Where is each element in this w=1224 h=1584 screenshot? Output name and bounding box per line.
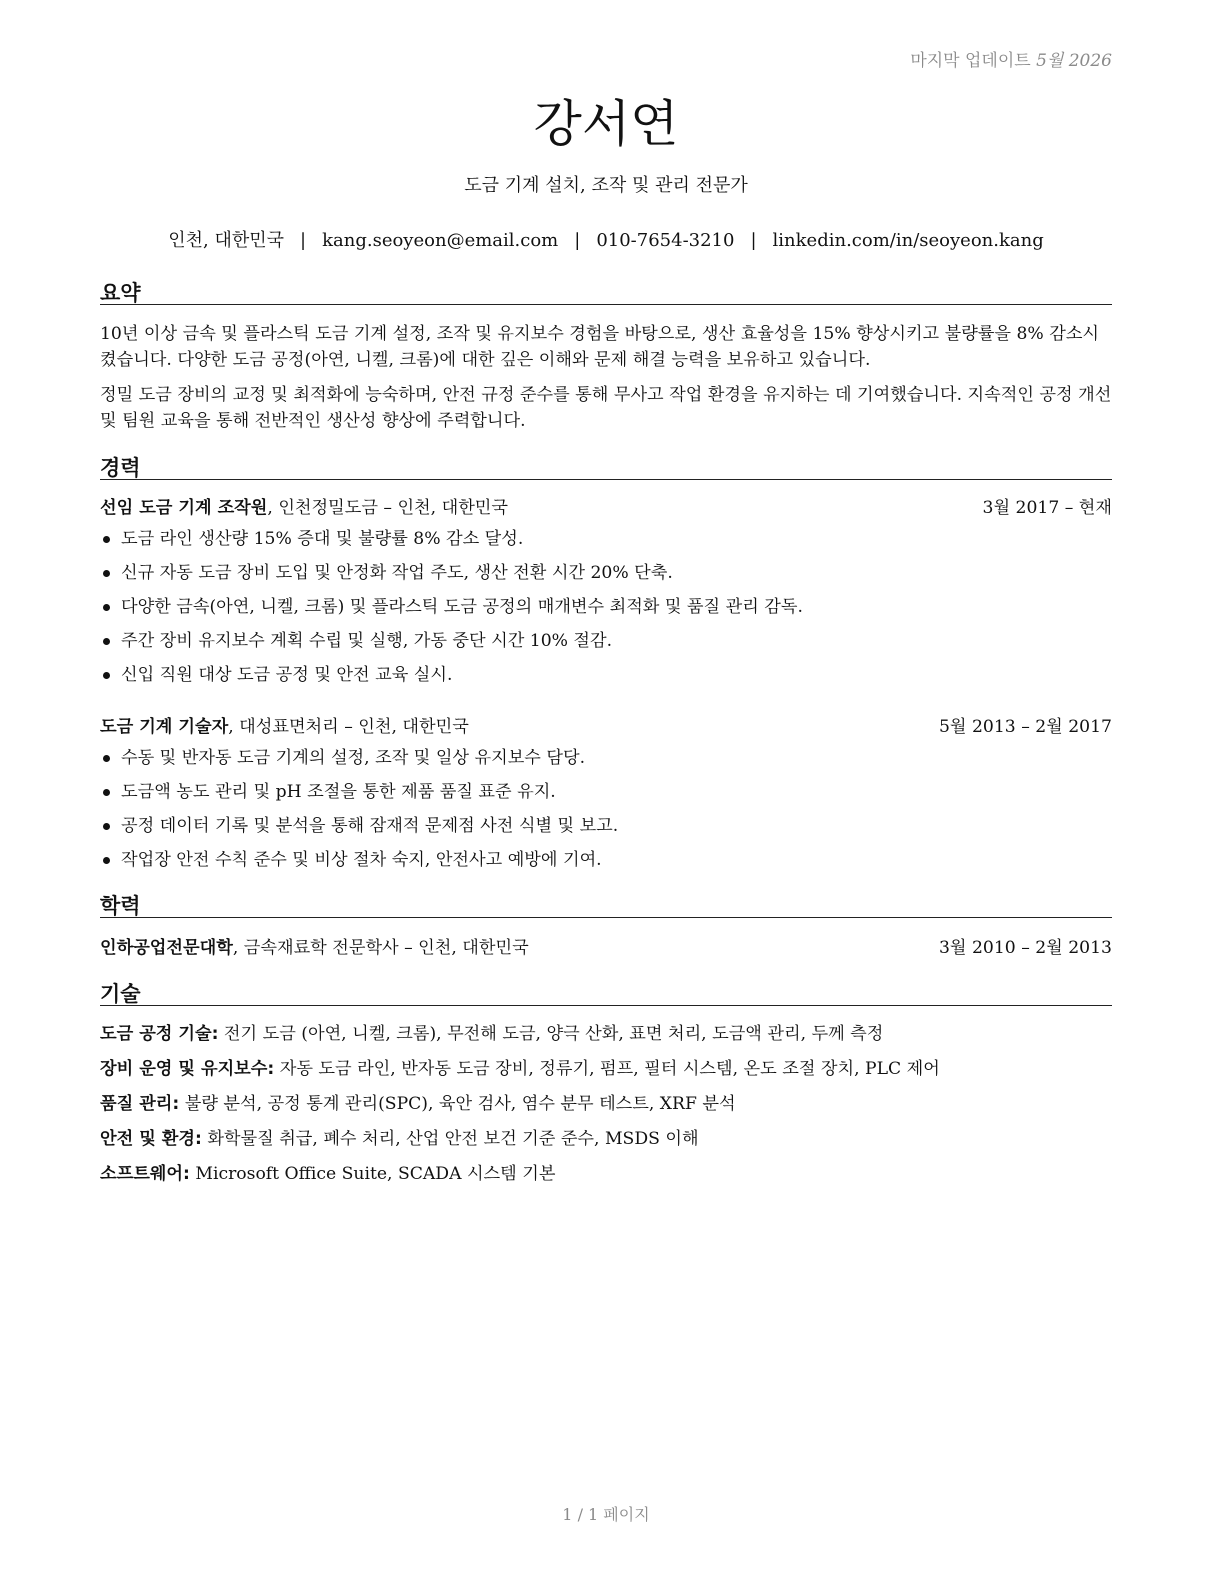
skill-value: Microsoft Office Suite, SCADA 시스템 기본 [189, 1164, 556, 1184]
skill-value: 화학물질 취급, 폐수 처리, 산업 안전 보건 기준 준수, MSDS 이해 [201, 1129, 699, 1149]
contact-line [100, 226, 1112, 252]
list-item: 작업장 안전 수칙 준수 및 비상 절차 숙지, 안전사고 예방에 기여. [100, 847, 1112, 881]
skill-label: 장비 운영 및 유지보수: [100, 1059, 275, 1079]
list-item: 수동 및 반자동 도금 기계의 설정, 조작 및 일상 유지보수 담당. [100, 745, 1112, 779]
skill-value: 자동 도금 라인, 반자동 도금 장비, 정류기, 펌프, 필터 시스템, 온도 조절 장치, PLC 제어 [274, 1059, 940, 1079]
education-school: 인하공업전문대학 [100, 938, 233, 958]
skill-label: 소프트웨어: [100, 1164, 190, 1184]
job-org: , 대성표면처리 – 인천, 대한민국 [228, 717, 469, 737]
skill-line [100, 1056, 1112, 1082]
list-item: 주간 장비 유지보수 계획 수립 및 실행, 가동 중단 시간 10% 절감. [100, 628, 1112, 662]
contact-separator: | [300, 230, 307, 251]
education-entry [100, 935, 1112, 961]
skill-line [100, 1161, 1112, 1187]
skill-line [100, 1091, 1112, 1117]
last-updated [910, 46, 1112, 71]
education-detail: , 금속재료학 전문학사 – 인천, 대한민국 [232, 938, 529, 958]
skill-line [100, 1126, 1112, 1152]
job-header [100, 495, 1112, 521]
skill-value: 불량 분석, 공정 통계 관리(SPC), 육안 검사, 염수 분무 테스트, XRF 분석 [179, 1094, 736, 1114]
candidate-tagline: 도금 기계 설치, 조작 및 관리 전문가 [464, 175, 748, 196]
summary-paragraph: 정밀 도금 장비의 교정 및 최적화에 능숙하며, 안전 규정 준수를 통해 무사고 작업 환경을 유지하는 데 기여했습니다. 지속적인 공정 개선 및 팀원 교육을 통해 전반적인 생산성 향상에 주력합니다. [100, 385, 1112, 431]
skill-label: 도금 공정 기술: [100, 1024, 219, 1044]
section-title-skills: 기술 [100, 978, 1112, 1006]
section-title-summary: 요약 [100, 277, 1112, 305]
resume-page [100, 0, 1112, 1584]
section-title-education: 학력 [100, 890, 1112, 918]
job-role: 도금 기계 기술자 [100, 717, 229, 737]
list-item: 신입 직원 대상 도금 공정 및 안전 교육 실시. [100, 662, 1112, 696]
education-dates: 3월 2010 – 2월 2013 [938, 938, 1112, 958]
contact-linkedin[interactable]: linkedin.com/in/seoyeon.kang [772, 230, 1044, 251]
job-bullets [100, 745, 1112, 881]
skill-value: 전기 도금 (아연, 니켈, 크롬), 무전해 도금, 양극 산화, 표면 처리, 도금액 관리, 두께 측정 [218, 1024, 884, 1044]
list-item: 공정 데이터 기록 및 분석을 통해 잠재적 문제점 사전 식별 및 보고. [100, 813, 1112, 847]
skill-label: 안전 및 환경: [100, 1129, 202, 1149]
candidate-name: 강서연 [533, 95, 679, 153]
section-title-experience: 경력 [100, 452, 1112, 480]
contact-separator: | [750, 230, 757, 251]
job-role: 선임 도금 기계 조작원 [100, 498, 268, 518]
job-org: , 인천정밀도금 – 인천, 대한민국 [267, 498, 509, 518]
summary-paragraph: 10년 이상 금속 및 플라스틱 도금 기계 설정, 조작 및 유지보수 경험을 바탕으로, 생산 효율성을 15% 향상시키고 불량률을 8% 감소시켰습니다. 다양한 도금 공정(아연, 니켈, 크롬)에 대한 깊은 이해와 문제 해결 능력을 보유하고 있습니다. [100, 324, 1100, 370]
skill-label: 품질 관리: [100, 1094, 180, 1114]
last-updated-date: 5월 2026 [1036, 51, 1112, 71]
contact-email[interactable]: kang.seoyeon@email.com [322, 230, 559, 251]
job-dates: 5월 2013 – 2월 2017 [938, 717, 1112, 737]
contact-separator: | [574, 230, 581, 251]
list-item: 도금 라인 생산량 15% 증대 및 불량률 8% 감소 달성. [100, 526, 1112, 560]
job-dates: 3월 2017 – 현재 [982, 498, 1112, 518]
contact-location: 인천, 대한민국 [168, 230, 285, 251]
list-item: 도금액 농도 관리 및 pH 조절을 통한 제품 품질 표준 유지. [100, 779, 1112, 813]
page-number: 1 / 1 페이지 [562, 1505, 650, 1524]
list-item: 신규 자동 도금 장비 도입 및 안정화 작업 주도, 생산 전환 시간 20% 단축. [100, 560, 1112, 594]
list-item: 다양한 금속(아연, 니켈, 크롬) 및 플라스틱 도금 공정의 매개변수 최적화 및 품질 관리 감독. [100, 594, 1112, 628]
last-updated-label: 마지막 업데이트 [910, 51, 1031, 71]
job-bullets [100, 526, 1112, 696]
contact-phone[interactable]: 010-7654-3210 [596, 230, 735, 251]
job-header [100, 714, 1112, 740]
skill-line [100, 1021, 1112, 1047]
